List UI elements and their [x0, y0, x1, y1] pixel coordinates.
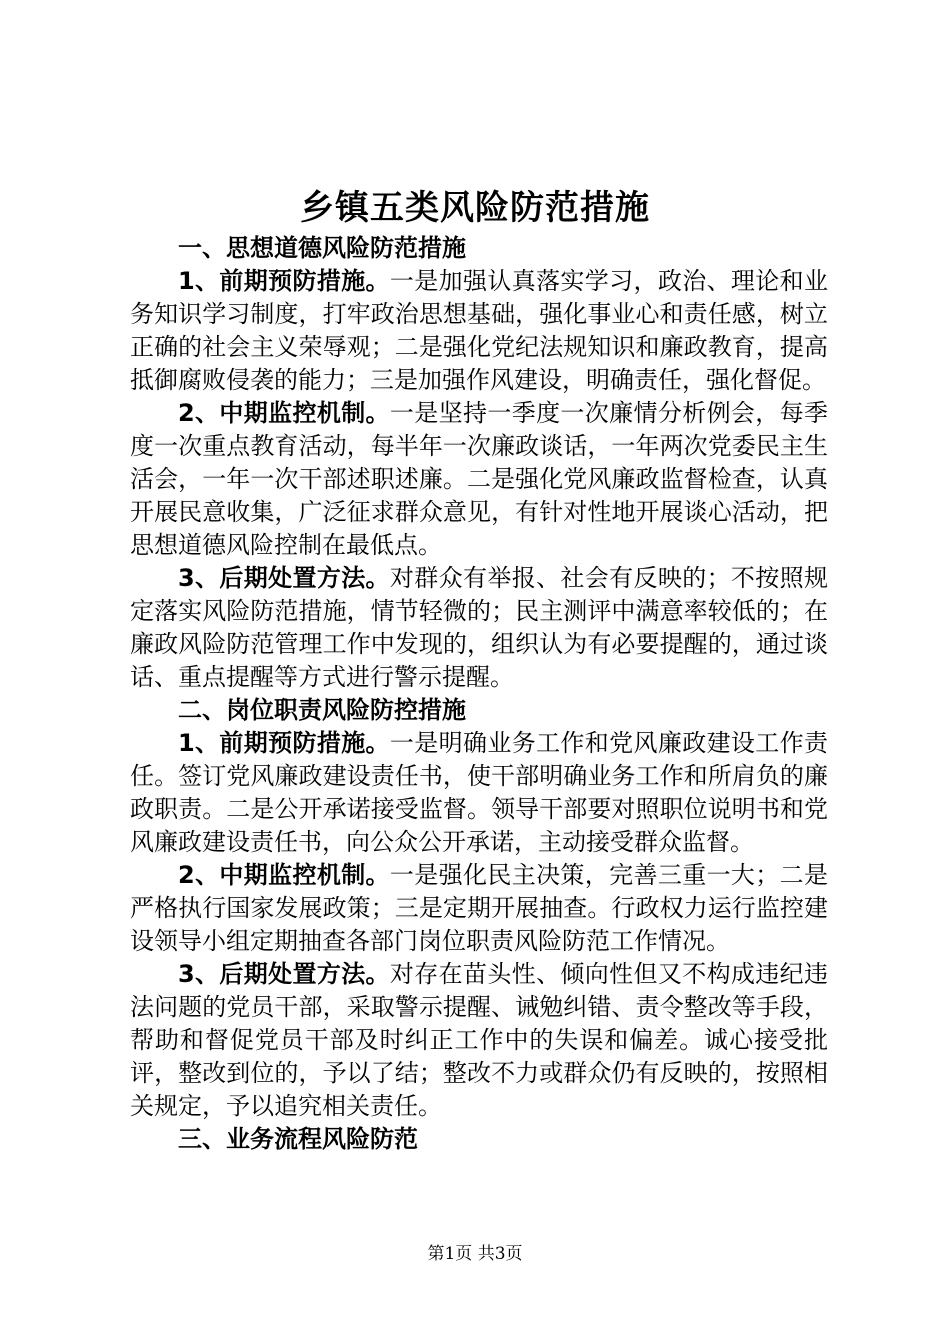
paragraph — [130, 958, 828, 1123]
paragraph — [130, 859, 828, 958]
paragraph-lead: 1、前期预防措施。 — [178, 267, 390, 295]
paragraph-text: 一是加强认真落实学习，政治、理论和业务知识学习制度，打牢政治思想基础，强化事业心和责任感，树立正确的社会主义荣辱观；二是强化党纪法规知识和廉政教育，提高抵御腐败侵袭的能力；三是加强作风建设，明确责任，强化督促。 — [130, 267, 828, 394]
section-heading: 三、业务流程风险防范 — [178, 1125, 418, 1153]
paragraph — [130, 397, 828, 562]
paragraph-text: 对群众有举报、社会有反映的；不按照规定落实风险防范措施，情节轻微的；民主测评中满意率较低的；在廉政风险防范管理工作中发现的，组织认为有必要提醒的，通过谈话、重点提醒等方式进行警示提醒。 — [130, 564, 828, 691]
paragraph-lead: 2、中期监控机制。 — [178, 399, 390, 427]
page-footer: 第1页 共3页 — [427, 1244, 523, 1264]
paragraph-text: 一是明确业务工作和党风廉政建设工作责任。签订党风廉政建设责任书，使干部明确业务工作和所肩负的廉政职责。二是公开承诺接受监督。领导干部要对照职位说明书和党风廉政建设责任书，向公众公开承诺，主动接受群众监督。 — [130, 729, 828, 856]
paragraph-text: 一是坚持一季度一次廉情分析例会，每季度一次重点教育活动，每半年一次廉政谈话，一年两次党委民主生活会，一年一次干部述职述廉。二是强化党风廉政监督检查，认真开展民意收集，广泛征求群众意见，有针对性地开展谈心活动，把思想道德风险控制在最低点。 — [130, 399, 828, 559]
paragraph-lead: 3、后期处置方法。 — [178, 960, 390, 988]
document-body — [130, 232, 828, 1156]
paragraph — [130, 727, 828, 859]
paragraph-lead: 3、后期处置方法。 — [178, 564, 390, 592]
document-title: 乡镇五类风险防范措施 — [300, 188, 650, 228]
paragraph-text: 对存在苗头性、倾向性但又不构成违纪违法问题的党员干部，采取警示提醒、诫勉纠错、责令整改等手段，帮助和督促党员干部及时纠正工作中的失误和偏差。诚心接受批评，整改到位的，予以了结；整改不力或群众仍有反映的，按照相关规定，予以追究相关责任。 — [130, 960, 828, 1120]
section-heading: 二、岗位职责风险防控措施 — [178, 696, 466, 724]
section-heading: 一、思想道德风险防范措施 — [178, 234, 466, 262]
paragraph-text: 一是强化民主决策，完善三重一大；二是严格执行国家发展政策；三是定期开展抽查。行政权力运行监控建设领导小组定期抽查各部门岗位职责风险防范工作情况。 — [130, 861, 828, 955]
paragraph-lead: 2、中期监控机制。 — [178, 861, 390, 889]
paragraph — [130, 265, 828, 397]
paragraph-lead: 1、前期预防措施。 — [178, 729, 390, 757]
paragraph — [130, 562, 828, 694]
